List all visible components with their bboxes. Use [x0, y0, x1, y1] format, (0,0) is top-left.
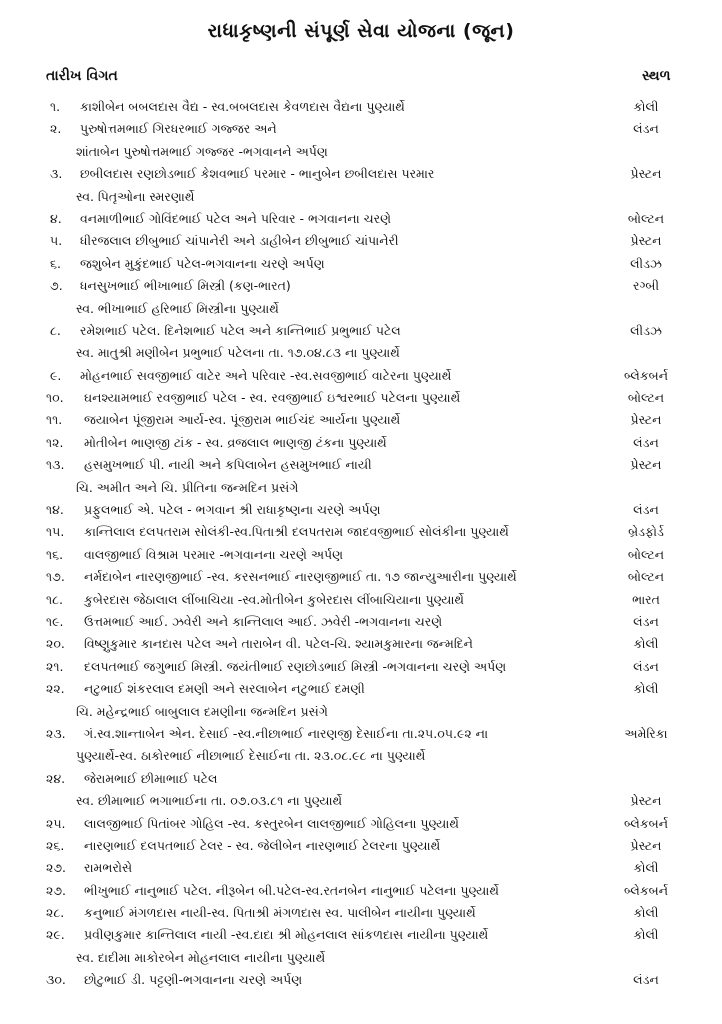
list-item-line	[0, 208, 722, 230]
list-item-line	[0, 633, 722, 655]
entry-list	[0, 96, 722, 992]
item-number: ૨૪.	[46, 770, 66, 786]
item-number: ૧૭.	[46, 569, 65, 585]
list-item	[0, 320, 722, 365]
list-item	[0, 544, 722, 566]
list-item-line	[0, 902, 722, 924]
item-number: ૧.	[50, 99, 61, 114]
item-text: જયાબેન પૂંજીરામ આર્ય-સ્વ. પૂંજીરામ ભાઈચંદ આર્યના પુણ્યાર્થે	[84, 412, 401, 428]
item-place: કોલી	[633, 860, 659, 876]
list-item-line	[0, 947, 722, 969]
list-item	[0, 633, 722, 655]
item-number: ૧૪.	[46, 502, 64, 518]
list-item	[0, 924, 722, 969]
item-place: લંડન	[633, 972, 659, 988]
list-item-line	[0, 320, 722, 342]
list-item-line	[0, 298, 722, 320]
item-text: નર્મદાબેન નારણજીભાઈ -સ્વ. કરસનભાઈ નારણજીભાઈ તા. ૧૭ જાન્યુઆરીના પુણ્યાર્થે	[84, 569, 517, 585]
item-place: બોલ્ટન	[627, 390, 665, 406]
list-item-line	[0, 745, 722, 767]
list-item	[0, 857, 722, 879]
item-place: કોલી	[633, 636, 659, 652]
list-item-line	[0, 656, 722, 678]
list-item-line	[0, 365, 722, 387]
item-place: લંડન	[633, 121, 659, 137]
list-item	[0, 589, 722, 611]
item-text: પ્રફુલભાઈ એ. પટેલ - ભગવાન શ્રી રાધાકૃષ્ણના ચરણે અર્પણ	[84, 502, 381, 518]
item-place: કોલી	[633, 99, 659, 114]
item-number: ૧૯.	[46, 613, 64, 629]
list-item-line	[0, 723, 722, 745]
list-item-line	[0, 969, 722, 991]
item-text: જશુબેન મુકુંદભાઈ પટેલ-ભગવાનના ચરણે અર્પણ	[80, 255, 325, 271]
item-place: લીડઝ	[630, 255, 662, 271]
item-text: ઘનશ્યામભાઈ રવજીભાઈ પટેલ - સ્વ. રવજીભાઈ ઇશ્વરભાઈ પટેલના પુણ્યાર્થે	[84, 390, 461, 406]
item-place: બ્લેકબર્ન	[623, 367, 669, 383]
list-item	[0, 253, 722, 275]
item-place: કોલી	[633, 905, 659, 921]
list-item-line	[0, 611, 722, 633]
item-text: નટુભાઈ શંકરલાલ દમણી અને સરલાબેન નટુભાઈ દમણી	[84, 681, 365, 697]
item-text: કાન્તિલાલ દલપતરામ સોલંકી-સ્વ.પિતાશ્રી દલપતરામ જાદવજીભાઈ સોલંકીના પુણ્યાર્થે	[84, 524, 509, 540]
item-text: ઉત્તમભાઈ આઈ. ઝવેરી અને કાન્તિલાલ આઈ. ઝવેરી -ભગવાનના ચરણે	[84, 613, 443, 629]
item-text: છબીલદાસ રણછોડભાઈ કેશવભાઈ પરમાર - ભાનુબેન છબીલદાસ પરમાર	[80, 166, 435, 182]
list-item	[0, 611, 722, 633]
list-item-line	[0, 835, 722, 857]
list-item-line	[0, 566, 722, 588]
item-number: ૨૮.	[46, 905, 65, 921]
item-text: કાશીબેન બબલદાસ વૈદ્ય - સ્વ.બબલદાસ કેવળદાસ વૈદ્યના પુણ્યાર્થે	[80, 99, 405, 114]
item-number: ૨૨.	[46, 681, 65, 697]
item-place: બ્લેકબર્ન	[623, 815, 669, 831]
item-place: પ્રેસ્ટન	[630, 233, 662, 249]
list-item-line	[0, 253, 722, 275]
list-item-line	[0, 275, 722, 297]
item-number: ૨૬.	[46, 837, 65, 853]
item-number: ૨૭.	[46, 882, 66, 898]
list-item	[0, 230, 722, 252]
list-item	[0, 409, 722, 431]
item-text-continued: પુણ્યાર્થે-સ્વ. ઠાકોરભાઈ નીછાભાઈ દેસાઈના તા. ૨૩.૦૮.૯૮ ના પુણ્યાર્થે	[76, 748, 426, 764]
item-place: બ્રેડફોર્ડ	[628, 524, 664, 540]
item-place: કોલી	[633, 681, 659, 697]
list-item-line	[0, 857, 722, 879]
item-text-continued: સ્વ. છીમાભાઈ ભગાભાઈના તા. ૦૭.૦૩.૮૧ ના પુણ્યાર્થે	[76, 793, 343, 809]
item-place: લંડન	[633, 434, 659, 450]
item-text: કનુભાઈ મંગળદાસ નાયી-સ્વ. પિતાશ્રી મંગળદાસ સ્વ. પાલીબેન નાયીના પુણ્યાર્થે	[84, 905, 476, 921]
list-item	[0, 365, 722, 387]
item-number: ૭.	[50, 278, 63, 294]
list-item	[0, 521, 722, 543]
list-item	[0, 275, 722, 320]
list-item-line	[0, 409, 722, 431]
item-text-continued: સ્વ. ભીખાભાઈ હરિભાઈ મિસ્ત્રીના પુણ્યાર્થે	[76, 300, 279, 316]
item-text-continued: ચિ. મહેન્દ્રભાઈ બાબુલાલ દમણીના જન્મદિન પ્રસંગે	[76, 703, 328, 719]
item-text-continued: શાંતાબેન પુરુષોત્તમભાઈ ગજ્જર -ભગવાનને અર્પણ	[76, 143, 328, 159]
item-text-continued: સ્વ. દાદીમા માકોરબેન મોહનલાલ નાયીના પુણ્યાર્થે	[76, 949, 326, 965]
item-place: પ્રેસ્ટન	[630, 793, 662, 809]
list-item-line	[0, 96, 722, 118]
list-item	[0, 969, 722, 991]
list-item-line	[0, 499, 722, 521]
list-item-line	[0, 141, 722, 163]
list-item-line	[0, 118, 722, 140]
column-header-date-details: તારીખ વિગત	[46, 68, 118, 84]
list-item	[0, 499, 722, 521]
list-item	[0, 118, 722, 163]
item-number: ૨૧.	[46, 658, 64, 674]
list-item	[0, 768, 722, 813]
list-item	[0, 656, 722, 678]
list-item-line	[0, 477, 722, 499]
item-text-continued: ચિ. અમીત અને ચિ. પ્રીતિના જન્મદિન પ્રસંગે	[76, 479, 299, 495]
list-item-line	[0, 544, 722, 566]
item-place: અમેરિકા	[624, 725, 668, 741]
item-text: છોટુભાઈ ડી. પટ્ટણી-ભગવાનના ચરણે અર્પણ	[84, 972, 303, 988]
page-title: રાધાકૃષ્ણની સંપૂર્ણ સેવા યોજના (જૂન)	[207, 20, 515, 42]
item-number: ૧૬.	[46, 546, 64, 562]
item-text: પ્રવીણકુમાર કાન્તિલાલ નાયી -સ્વ.દાદા શ્રી મોહનલાલ સાંકળદાસ નાયીના પુણ્યાર્થે	[84, 927, 489, 943]
item-number: ૨૭.	[46, 860, 66, 876]
item-place: કોલી	[633, 927, 659, 943]
item-place: બોલ્ટન	[627, 210, 665, 226]
item-place: ભારત	[632, 591, 660, 607]
item-place: બોલ્ટન	[627, 569, 665, 585]
item-number: ૯.	[50, 367, 62, 383]
item-number: ૨.	[50, 121, 62, 137]
item-place: લીડઝ	[630, 322, 662, 338]
list-item	[0, 678, 722, 723]
item-place: બ્લેકબર્ન	[623, 882, 669, 898]
item-place: લંડન	[633, 502, 659, 518]
list-item-line	[0, 432, 722, 454]
list-item-line	[0, 521, 722, 543]
item-text-continued: સ્વ. માતુશ્રી મણીબેન પ્રભુભાઈ પટેલના તા. ૧૭.૦૪.૮૩ ના પુણ્યાર્થે	[76, 345, 400, 361]
item-number: ૨૩.	[46, 725, 66, 741]
list-item-line	[0, 163, 722, 185]
item-text: પુરુષોત્તમભાઈ ગિરધરભાઈ ગજ્જર અને	[80, 121, 277, 137]
item-number: ૪.	[50, 210, 62, 226]
item-text: ધનસુખભાઈ ભીખાભાઈ મિસ્ત્રી (કણ-ભારત)	[80, 278, 291, 294]
list-item	[0, 813, 722, 835]
item-number: ૨૫.	[46, 815, 66, 831]
item-number: ૧૫.	[46, 524, 65, 540]
item-number: ૫.	[50, 233, 63, 249]
item-number: ૧૧.	[46, 412, 63, 428]
item-text: કુબેરદાસ જેઠાલાલ લીંબાચિયા -સ્વ.મોતીબેન કુબેરદાસ લીંબાચિયાના પુણ્યાર્થે	[84, 591, 465, 607]
list-item	[0, 723, 722, 768]
item-text: મોતીબેન ભાણજી ટાંક - સ્વ. વ્રજલાલ ભાણજી ટંકના પુણ્યાર્થે	[84, 434, 387, 450]
item-text: દલપતભાઈ જગુભાઈ મિસ્ત્રી. જયંતીભાઈ રણછોડભાઈ મિસ્ત્રી -ભગવાનના ચરણે અર્પણ	[84, 658, 507, 674]
item-text: રમેશભાઈ પટેલ. દિનેશભાઈ પટેલ અને કાન્તિભાઈ પ્રભુભાઈ પટેલ	[80, 322, 401, 338]
list-item	[0, 163, 722, 208]
list-item	[0, 96, 722, 118]
item-number: ૧૮.	[46, 591, 63, 607]
list-item	[0, 454, 722, 499]
item-text: રામભરોસે	[84, 860, 133, 876]
item-text: હસમુખભાઈ પી. નાયી અને કપિલાબેન હસમુખભાઈ નાયી	[84, 457, 372, 473]
list-item-line	[0, 790, 722, 812]
list-item-line	[0, 880, 722, 902]
item-number: ૨૯.	[46, 927, 65, 943]
list-item-line	[0, 768, 722, 790]
item-place: બોલ્ટન	[627, 546, 665, 562]
list-item-line	[0, 813, 722, 835]
item-text: વાલજીભાઈ વિશ્રામ પરમાર -ભગવાનના ચરણે અર્પણ	[84, 546, 344, 562]
list-item	[0, 835, 722, 857]
column-header-place: સ્થળ	[642, 68, 671, 84]
item-text: નારણભાઈ દલપતભાઈ ટેલર - સ્વ. જેલીબેન નારણભાઈ ટેલરના પુણ્યાર્થે	[84, 837, 441, 853]
item-place: પ્રેસ્ટન	[630, 412, 662, 428]
item-number: ૬.	[50, 255, 61, 271]
item-number: ૩૦.	[46, 972, 66, 988]
item-number: ૧૩.	[46, 457, 65, 473]
item-text: લાલજીભાઈ પિતાંબર ગોહિલ -સ્વ. કસ્તુરબેન લાલજીભાઈ ગોહિલના પુણ્યાર્થે	[84, 815, 459, 831]
list-item-line	[0, 701, 722, 723]
item-text: ધીરજલાલ છીબુભાઈ ચાંપાનેરી અને ડાહીબેન છીબુભાઈ ચાંપાનેરી	[80, 233, 399, 249]
item-place: પ્રેસ્ટન	[630, 457, 662, 473]
list-item-line	[0, 454, 722, 476]
list-item	[0, 902, 722, 924]
item-text: જેરામભાઈ છીમાભાઈ પટેલ	[84, 770, 218, 786]
list-item-line	[0, 387, 722, 409]
list-item-line	[0, 230, 722, 252]
item-text: વનમાળીભાઈ ગોવિંદભાઈ પટેલ અને પરિવાર - ભગવાનના ચરણે	[80, 210, 391, 226]
item-number: ૧૨.	[46, 434, 64, 450]
list-item	[0, 208, 722, 230]
item-text: મોહનભાઈ સવજીભાઈ વાટેર અને પરિવાર -સ્વ.સવજીભાઈ વાટેરના પુણ્યાર્થે	[80, 367, 452, 383]
item-place: લંડન	[633, 658, 659, 674]
item-number: ૧૦.	[46, 390, 64, 406]
list-item-line	[0, 186, 722, 208]
list-item	[0, 566, 722, 588]
item-text: વિષ્ણુકુમાર કાનદાસ પટેલ અને તારાબેન વી. પટેલ-ચિ. શ્યામકુમારના જન્મદિને	[84, 636, 473, 652]
list-item	[0, 880, 722, 902]
list-item-line	[0, 589, 722, 611]
list-item-line	[0, 924, 722, 946]
list-item	[0, 387, 722, 409]
list-item-line	[0, 678, 722, 700]
list-item-line	[0, 342, 722, 364]
list-item	[0, 432, 722, 454]
item-place: રગ્બી	[632, 278, 660, 294]
item-number: ૮.	[50, 322, 61, 338]
item-text: ગં.સ્વ.શાન્તાબેન એન. દેસાઈ -સ્વ.નીછાભાઈ નારણજી દેસાઈના તા.૨૫.૦૫.૯૨ ના	[84, 725, 489, 741]
item-number: ૩.	[50, 166, 63, 182]
item-number: ૨૦.	[46, 636, 65, 652]
item-place: લંડન	[633, 613, 659, 629]
item-place: પ્રેસ્ટન	[630, 837, 662, 853]
item-place: પ્રેસ્ટન	[630, 166, 662, 182]
item-text: ભીખુભાઈ નાનુભાઈ પટેલ. નીરૂબેન બી.પટેલ-સ્વ.રતનબેન નાનુભાઈ પટેલના પુણ્યાર્થે	[84, 882, 499, 898]
item-text-continued: સ્વ. પિતૃઓના સ્મરણાર્થે	[76, 188, 195, 204]
